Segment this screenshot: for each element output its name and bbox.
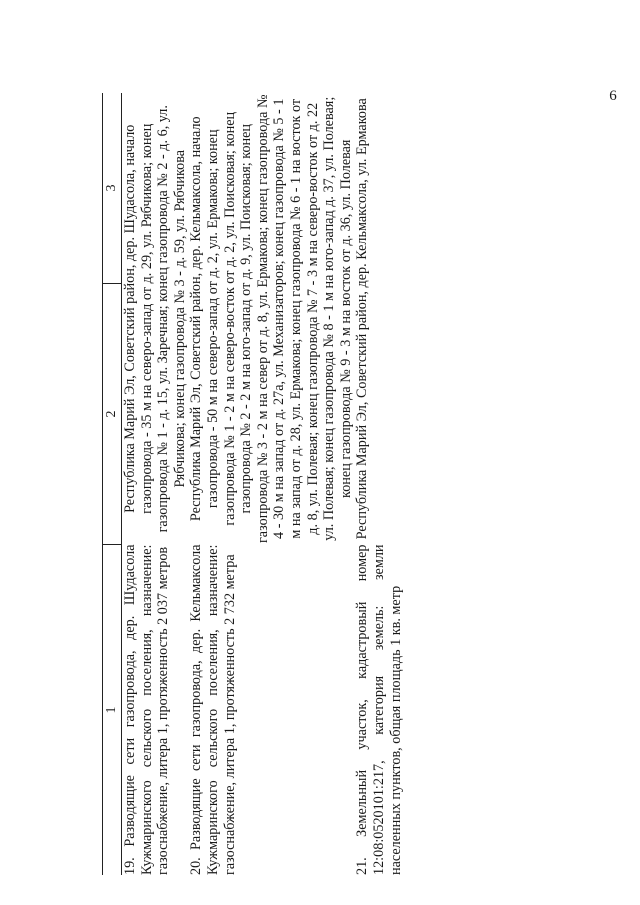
column-header-1: 1: [103, 545, 122, 876]
object-description: 20. Разводящие сети газопровода, дер. Кельмаксола Кужмаринского сельского поселения, назначение: газоснабжение, литера 1, протяженность 2 732 метра: [188, 544, 238, 875]
table-header-row: [103, 93, 122, 875]
rotated-page-content: [102, 95, 572, 875]
column-header-2: 2: [103, 284, 122, 545]
object-location: Республика Марий Эл, Советский район, дер. Кельмаксола, ул. Ермакова: [354, 98, 371, 540]
table-row: [188, 93, 354, 875]
table-row: [122, 93, 189, 875]
property-table: [102, 93, 404, 875]
column-header-3: 3: [103, 93, 122, 284]
object-location: Республика Марий Эл, Советский район, дер. Кельмаксола, начало газопровода - 50 м на северо-запад от д. 2, ул. Ермакова; конец газопровода № 1 - 2 м на северо-восток от д. 2, ул. Поисковая; конец газопровода № 2 - 2 м на юго-запад от д. 9, ул. Поисковая; конец газопровода № 3 - 2 м на север от д. 8, ул. Ермакова; конец газопровода № 4 - 30 м на запад от д. 27а, ул. Механизаторов; конец газопровода № 5 - 1 м на запад от д. 28, ул. Ермакова; конец газопровода № 6 - 1 на восток от д. 8, ул. Полевая; конец газопровода № 7 - 3 м на северо-восток от д. 22 ул. Полевая; конец газопровода № 8 - 1 м на юго-запад д. 37, ул. Полевая; конец газопровода № 9 - 3 м на восток от д. 36, ул. Полевая: [188, 94, 354, 544]
object-description: 19. Разводящие сети газопровода, дер. Шудасола Кужмаринского сельского поселения, назначение: газоснабжение, литера 1, протяженность 2 037 метров: [122, 544, 172, 875]
object-description: 21. Земельный участок, кадастровый номер 12:08:0520101:217, категория земель: земли населенных пунктов, общая площадь 1 кв. метр: [354, 544, 404, 875]
table-row: [354, 93, 404, 875]
object-location: Республика Марий Эл, Советский район, дер. Шудасола, начало газопровода - 35 м на северо-запад от д. 29, ул. Рябчикова; конец газопровода № 1 - д. 15, ул. Заречная; конец газопровода № 2 - д. 6, ул. Рябчикова; конец газопровода № 3 - д. 59, ул. Рябчикова: [122, 105, 188, 533]
page-number: 6: [609, 88, 617, 104]
